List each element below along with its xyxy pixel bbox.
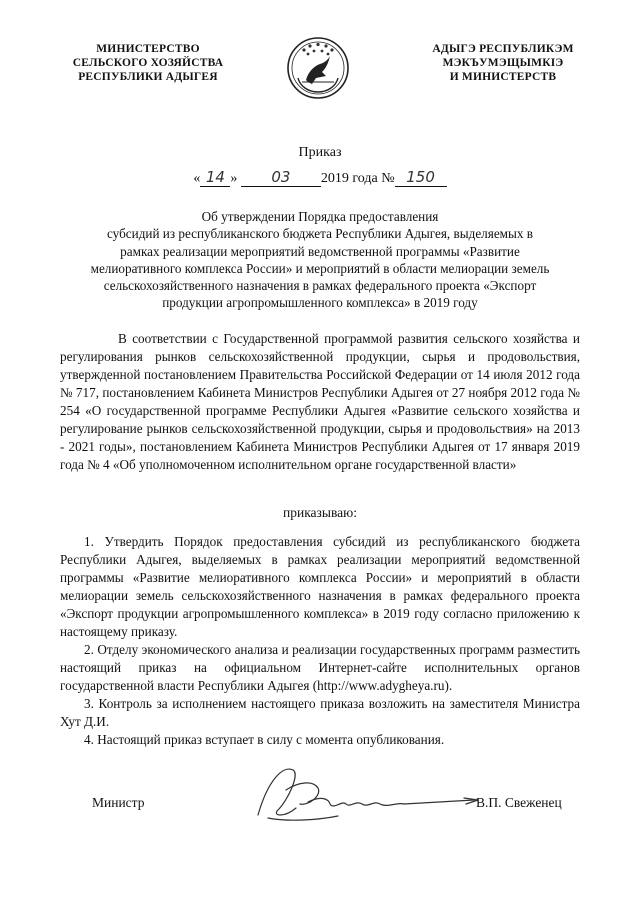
header-line: МЭКЪУМЭЩЫМКIЭ	[442, 57, 564, 69]
subject-line: мелиоративного комплекса России» и мероприятий в области мелиорации земель	[90, 260, 550, 276]
header-line: МИНИСТЕРСТВО	[96, 43, 200, 55]
close-quote: »	[230, 171, 238, 186]
order-item: 1. Утвердить Порядок предоставления субсидий из республиканского бюджета Республики Адыгея, выделяемых в рамках реализации мероприятий ведомственной программы «Развитие мелиоративного комплекса России» и мероприятий в области мелиорации земель сельскохозяйственного назначения в рамках федерального проекта «Экспорт продукции агропромышленного комплекса» в 2019 году согласно приложению к настоящему приказу.	[60, 534, 580, 639]
signature-row	[0, 795, 640, 835]
subject-line: сельскохозяйственного назначения в рамках федерального проекта «Экспорт	[103, 278, 537, 294]
order-items	[60, 533, 580, 749]
open-quote: «	[193, 171, 201, 186]
handwritten-month: 03	[271, 168, 291, 186]
handwritten-order-number: 150	[406, 168, 435, 186]
header-line: АДЫГЭ РЕСПУБЛИКЭМ	[432, 43, 574, 55]
decree-word: приказываю:	[283, 505, 357, 520]
signatory-title: Министр	[92, 795, 145, 810]
handwritten-day: 14	[205, 168, 225, 186]
subject-line: Об утверждении Порядка предоставления	[201, 209, 439, 224]
header-line: СЕЛЬСКОГО ХОЗЯЙСТВА	[72, 57, 224, 69]
header-line: И МИНИСТЕРСТВ	[449, 71, 557, 83]
ministry-header-russian	[58, 42, 238, 84]
subject-line: субсидий из республиканского бюджета Республики Адыгея, выделяемых в	[106, 226, 534, 242]
subject-line: рамках реализации мероприятий ведомственной программы «Развитие	[120, 243, 520, 259]
order-item: 3. Контроль за исполнением настоящего приказа возложить на заместителя Министра Хут Д.И.	[60, 696, 580, 729]
order-subject	[60, 208, 580, 312]
coat-of-arms-emblem	[286, 36, 350, 100]
order-title: Приказ	[298, 145, 342, 160]
subject-line: продукции агропромышленного комплекса» в 2019 году	[162, 295, 478, 311]
ministry-header-adyghe	[408, 42, 598, 84]
order-item: 4. Настоящий приказ вступает в силу с момента опубликования.	[84, 732, 445, 747]
preamble-paragraph: В соответствии с Государственной программой развития сельского хозяйства и регулирования рынков сельскохозяйственной продукции, сырья и продовольствия, утвержденной постановлением Правительства Российской Федерации от 14 июля 2012 года № 717, постановлением Кабинета Министров Республики Адыгея от 27 ноября 2012 года № 254 «О государственной программе Республики Адыгея «Развитие сельского хозяйства и регулирование рынков сельскохозяйственной продукции, сырья и продовольствия» на 2013 - 2021 годы», постановлением Кабинета Министров Республики Адыгея от 17 января 2019 года № 4 «Об уполномоченном исполнительном органе государственной власти»	[60, 331, 580, 472]
year-text: 2019 года №	[320, 171, 395, 186]
signatory-name: В.П. Свеженец	[476, 795, 562, 810]
order-date-number-line	[0, 170, 640, 187]
order-item: 2. Отделу экономического анализа и реализации государственных программ разместить настоящий приказ на официальном Интернет-сайте исполнительных органов государственной власти Республики Адыгея (http://www.adygheya.ru).	[60, 642, 580, 693]
header-line: РЕСПУБЛИКИ АДЫГЕЯ	[78, 71, 218, 83]
